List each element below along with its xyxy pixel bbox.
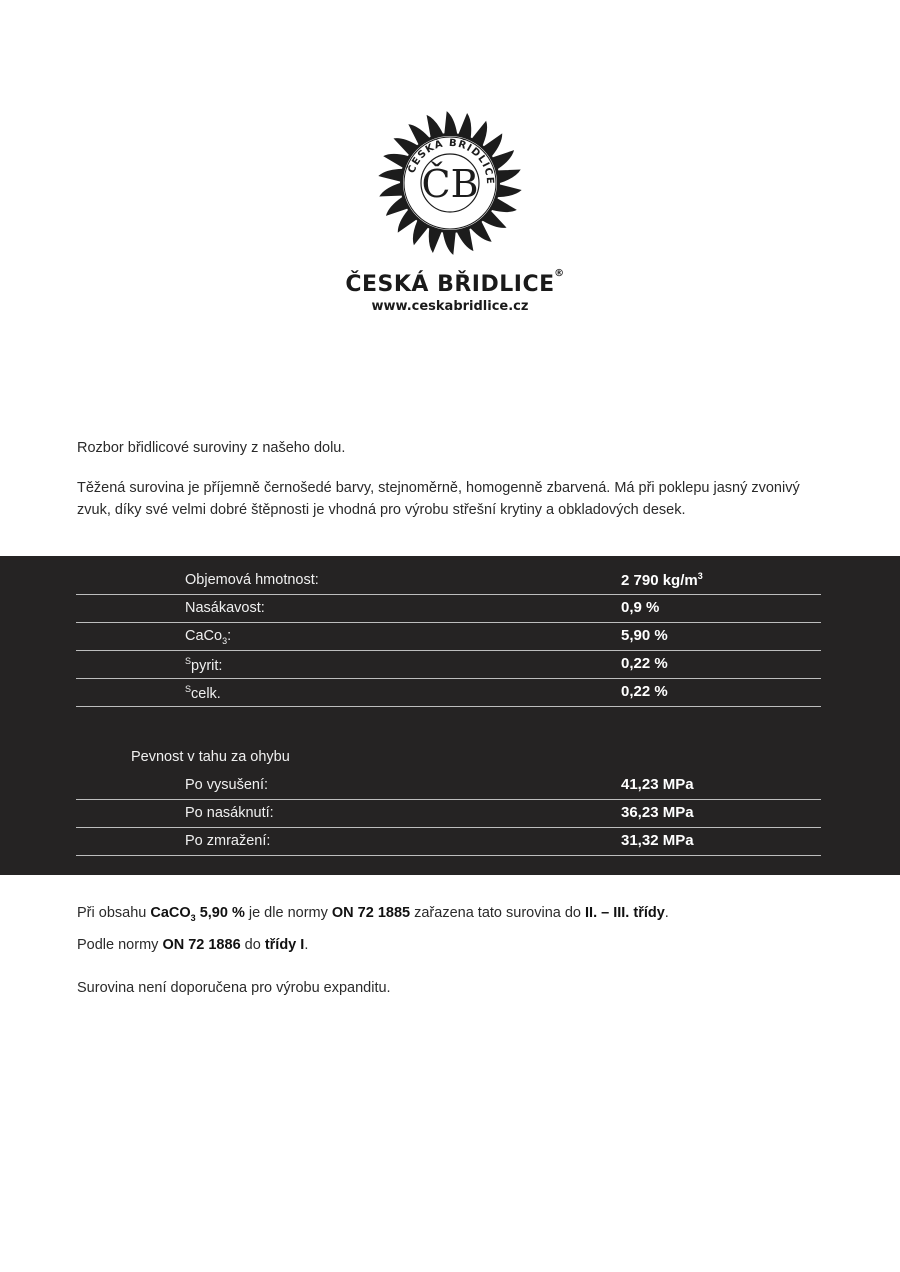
property-label: $^S$pyrit: <box>185 656 223 674</box>
logo-monogram: ČB <box>421 162 479 206</box>
strength-value: 41,23 MPa <box>621 776 694 793</box>
header-logo <box>0 108 900 314</box>
strength-heading: Pevnost v tahu za ohybu <box>131 749 290 765</box>
strength-label: Po zmražení: <box>185 833 271 849</box>
property-row <box>76 651 821 679</box>
property-row <box>76 595 821 623</box>
logo-ring-text: ČESKÁ BŘIDLICE <box>406 137 496 186</box>
property-value: 0,9 % <box>621 599 660 616</box>
property-value: 2 790 $kg/m^3$ <box>621 571 703 589</box>
strength-row <box>76 828 821 856</box>
property-row <box>76 679 821 707</box>
registered-mark: ® <box>554 268 565 279</box>
slate-saw-logo-icon <box>375 108 525 258</box>
brand-name: ČESKÁ BŘIDLICE ® <box>345 268 565 297</box>
property-row <box>76 567 821 595</box>
brand-url[interactable]: www.ceskabridlice.cz <box>371 299 529 314</box>
strength-row <box>76 772 821 800</box>
property-label: $^S$celk. <box>185 684 221 702</box>
property-value: 5,90 % <box>621 627 668 644</box>
strength-value: 36,23 MPa <box>621 804 694 821</box>
property-label: CaCo$_3$: <box>185 628 232 646</box>
property-label: Objemová hmotnost: <box>185 572 319 588</box>
strength-row <box>76 800 821 828</box>
conclusion-note: Surovina není doporučena pro výrobu expanditu. <box>77 979 391 996</box>
strength-label: Po vysušení: <box>185 777 269 793</box>
property-row <box>76 623 821 651</box>
conclusion-text <box>77 900 857 1002</box>
intro-text <box>77 437 837 539</box>
property-label: Nasákavost: <box>185 600 265 616</box>
intro-paragraph-2: Těžená surovina je příjemně černošedé barvy, stejnoměrně, homogenně zbarvená. Má při poklepu jasný zvonivý zvuk, díky své velmi dobré štěpnosti je vhodná pro výrobu střešní krytiny a obkladových desek. <box>77 480 800 518</box>
strength-value: 31,32 MPa <box>621 832 694 849</box>
analysis-panel <box>0 556 900 875</box>
conclusion-line-2: Podle normy ON 72 1886 do třídy I. <box>77 936 309 953</box>
conclusion-line-1: Při obsahu CaCO$_3$ 5,90 % je dle normy ON 72 1885 zařazena tato surovina do II. – III. třídy. <box>77 905 669 923</box>
property-value: 0,22 % <box>621 683 668 700</box>
intro-paragraph-1: Rozbor břidlicové suroviny z našeho dolu. <box>77 440 346 456</box>
property-value: 0,22 % <box>621 655 668 672</box>
strength-label: Po nasáknutí: <box>185 805 274 821</box>
